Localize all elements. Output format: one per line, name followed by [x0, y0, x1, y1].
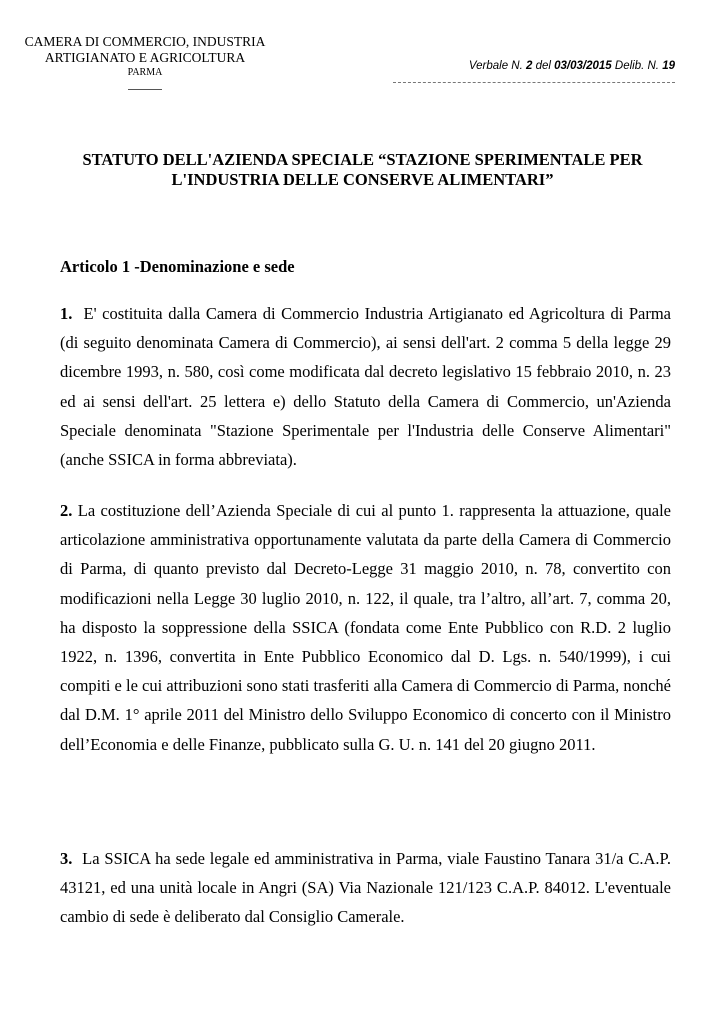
paragraph-3	[60, 844, 671, 932]
org-name-line1: CAMERA DI COMMERCIO, INDUSTRIA	[24, 34, 266, 49]
organization-header	[20, 34, 270, 90]
org-city: PARMA	[127, 67, 163, 78]
document-title: STATUTO DELL'AZIENDA SPECIALE “STAZIONE SPERIMENTALE PER L'INDUSTRIA DELLE CONSERVE ALIMENTARI”	[82, 150, 643, 189]
paragraph-text: La SSICA ha sede legale ed amministrativa in Parma, viale Faustino Tanara 31/a C.A.P. 43121, ed una unità locale in Angri (SA) Via Nazionale 121/123 C.A.P. 84012. L'eventuale cambio di sede è deliberato dal Consiglio Camerale.	[60, 849, 671, 927]
paragraph-1	[60, 299, 671, 474]
org-underline	[128, 89, 162, 90]
paragraph-text: E' costituita dalla Camera di Commercio Industria Artigianato ed Agricoltura di Parma (di seguito denominata Camera di Commercio), ai sensi dell'art. 2 comma 5 della legge 29 dicembre 1993, n. 580, così come modificata dal decreto legislativo 15 febbraio 2010, n. 23 ed ai sensi dell'art. 25 lettera e) dello Statuto della Camera di Commercio, un'Azienda Speciale denominata "Stazione Sperimentale per l'Industria delle Conserve Alimentari" (anche SSICA in forma abbreviata).	[60, 304, 671, 470]
paragraph-number: 1.	[60, 304, 73, 323]
paragraph-number: 3.	[60, 849, 73, 868]
verbale-number: 2	[525, 60, 533, 72]
dashed-divider	[393, 82, 675, 83]
paragraph-text: La costituzione dell’Azienda Speciale di cui al punto 1. rappresenta la attuazione, quale articolazione amministrativa opportunamente valutata da parte della Camera di Commercio di Parma, di quanto previsto dal Decreto-Legge 31 maggio 2010, n. 78, convertito con modificazioni nella Legge 30 luglio 2010, n. 122, il quale, tra l’altro, all’art. 7, comma 20, ha disposto la soppressione della SSICA (fondata come Ente Pubblico con R.D. 2 luglio 1922, n. 1396, convertita in Ente Pubblico Economico dal D. Lgs. n. 540/1999), i cui compiti e le cui attribuzioni sono stati trasferiti alla Camera di Commercio di Parma, nonché dal D.M. 1° aprile 2011 del Ministro dello Sviluppo Economico di concerto con il Ministro dell’Economia e delle Finanze, pubblicato sulla G. U. n. 141 del 20 giugno 2011.	[60, 501, 672, 754]
verbale-date: 03/03/2015	[554, 60, 612, 72]
paragraph-number: 2.	[60, 501, 73, 520]
verbale-reference: Verbale N. 2 del 03/03/2015 Delib. N. 19	[468, 60, 675, 72]
delibera-number: 19	[662, 60, 675, 72]
article-heading: Articolo 1 -Denominazione e sede	[60, 257, 295, 276]
paragraph-2	[60, 496, 671, 759]
org-name-line2: ARTIGIANATO E AGRICOLTURA	[44, 50, 246, 65]
